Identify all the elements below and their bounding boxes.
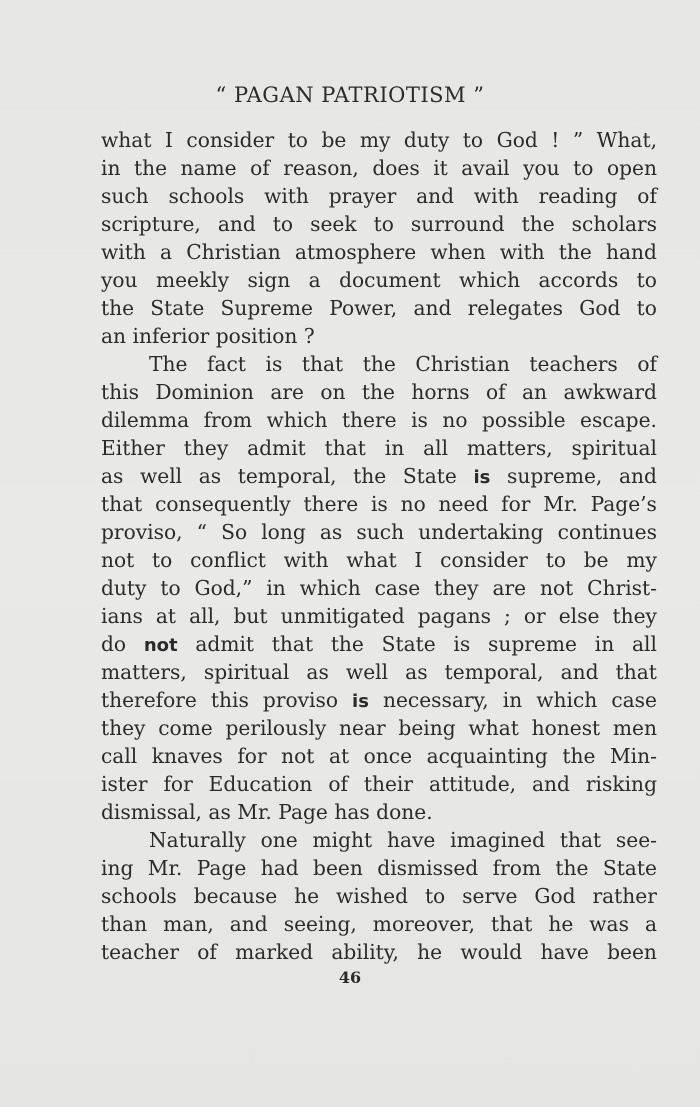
word: a [160,240,173,264]
word: avail [461,156,510,180]
word: to [636,296,657,320]
word: Naturally [149,828,246,852]
word: State [602,856,657,880]
word: Christian [186,240,281,264]
word: is [411,408,428,432]
word: as [208,800,231,824]
word: sign [247,268,291,292]
word: is [473,467,491,488]
text-line [101,462,657,490]
word: God [534,884,576,908]
word: on [320,380,346,404]
word: not [143,635,178,656]
word: with [499,240,545,264]
text-line [101,854,657,882]
word: the [555,856,589,880]
word: temporal, [237,464,337,488]
word: conflict [190,548,266,572]
word: Page [278,800,328,824]
word: they [434,576,479,600]
word: to [272,212,294,236]
word: else [558,604,600,628]
word: not [539,576,574,600]
word: from [203,408,252,432]
word: is [453,632,471,656]
text-line [101,742,657,770]
text-line [101,938,657,966]
word: with [101,240,146,264]
word: be [583,548,609,572]
word: God [496,128,538,152]
word: when [430,240,486,264]
word: State [402,464,457,488]
word: proviso, [101,520,183,544]
word: marked [235,940,314,964]
word: see- [615,828,657,852]
word: Power, [329,296,398,320]
word: serve [462,884,518,908]
word: spiritual [571,436,657,460]
word: The [149,352,188,376]
word: what [468,716,519,740]
word: men [612,716,657,740]
text-line [101,826,657,854]
word: they [183,436,229,460]
word: Page [196,856,247,880]
word: awkward [563,380,657,404]
word: I [164,128,173,152]
word: to [152,548,173,572]
word: consider [186,128,275,152]
word: all [423,436,449,460]
word: done. [376,800,433,824]
word: as [306,660,329,684]
word: horns [411,380,470,404]
word: would [460,940,523,964]
word: schools [101,884,177,908]
word: rather [592,884,657,908]
word: case [374,576,421,600]
word: there [341,408,397,432]
word: Either [101,436,165,460]
word: the [133,156,168,180]
word: of [250,156,270,180]
word: from [492,856,542,880]
word: and [618,464,657,488]
word: it [433,156,448,180]
word: case [611,688,657,712]
word: my [626,548,657,572]
word: their [363,772,414,796]
word: and [413,296,452,320]
word: to [424,884,446,908]
word: than [101,912,148,936]
word: they [101,716,146,740]
word: the [562,744,596,768]
word: name [180,156,237,180]
word: a [308,268,321,292]
word: attitude, [428,772,517,796]
text-line [101,658,657,686]
word: that [301,352,344,376]
word: no [400,492,426,516]
word: supreme, [506,464,603,488]
word: as [198,464,222,488]
word: one [260,828,298,852]
body-text [101,126,657,966]
word: ability, [331,940,399,964]
word: reading [538,184,618,208]
word: matters, [466,436,553,460]
word: supreme [488,632,577,656]
word: that [559,828,602,852]
word: spiritual [203,660,290,684]
word: prayer [328,184,397,208]
word: of [485,380,506,404]
word: but [233,604,268,628]
text-line [101,490,657,518]
word: document [339,268,441,292]
word: come [158,716,213,740]
word: seeing, [283,912,357,936]
word: well [140,464,183,488]
word: wished [336,884,409,908]
text-line [101,686,657,714]
word: that [271,632,314,656]
word: Education [208,772,313,796]
word: I [414,548,423,572]
word: at [328,744,350,768]
word: dismissal, [101,800,202,824]
word: long [261,520,306,544]
word: that [615,660,657,684]
text-line [101,322,657,350]
word: to [462,128,484,152]
word: knaves [151,744,223,768]
word: to [287,128,308,152]
word: all, [189,604,221,628]
text-line [101,350,657,378]
word: that [491,912,533,936]
text-line [101,574,657,602]
word: that [101,492,143,516]
word: the [101,296,135,320]
word: are [270,380,304,404]
word: unmitigated [280,604,405,628]
word: once [363,744,413,768]
word: not [281,744,315,768]
word: which [536,688,598,712]
text-line [101,238,657,266]
word: in [101,156,121,180]
word: been [607,940,657,964]
word: a [644,912,657,936]
word: for [501,492,531,516]
word: and [560,660,599,684]
word: to [636,268,657,292]
word: duty [101,576,147,600]
word: Mr. [237,800,272,824]
word: need [438,492,489,516]
word: was [589,912,629,936]
word: with [473,184,519,208]
word: Mr. [543,492,578,516]
word: do [101,632,127,656]
word: does [372,156,420,180]
word: and [217,212,256,236]
text-line [101,406,657,434]
word: undertaking [418,520,544,544]
text-line [101,910,657,938]
text-line [101,154,657,182]
word: State [150,296,205,320]
text-line [101,182,657,210]
word: reason, [283,156,359,180]
word: pagans [417,604,491,628]
word: an [101,324,127,348]
word: or [523,604,546,628]
word: acquainting [426,744,548,768]
text-line [101,518,657,546]
word: are [492,576,527,600]
word: and [416,184,455,208]
word: no [442,408,468,432]
word: this [101,380,139,404]
word: dismissed [377,856,479,880]
word: imagined [450,828,546,852]
word: in [594,632,615,656]
word: teacher [101,940,179,964]
word: scholars [571,212,657,236]
word: accords [538,268,619,292]
text-line [101,602,657,630]
word: had [260,856,299,880]
word: duty [403,128,450,152]
word: to [545,548,566,572]
word: the [558,240,592,264]
word: near [339,716,386,740]
word: being [398,716,456,740]
word: relegates [467,296,564,320]
word: atmosphere [294,240,417,264]
word: ister [101,772,148,796]
text-line [101,714,657,742]
word: he [548,912,574,936]
word: to [573,156,594,180]
word: the [521,212,555,236]
word: Christ- [587,576,657,600]
word: ” [572,128,584,152]
word: as [319,520,343,544]
word: of [637,184,657,208]
word: schools [168,184,245,208]
word: which [266,408,328,432]
word: he [417,940,443,964]
word: what [346,548,397,572]
word: temporal, [444,660,544,684]
word: for [163,772,193,796]
word: What, [596,128,657,152]
word: for [237,744,267,768]
word: dilemma [101,408,190,432]
word: and [532,772,570,796]
text-line [101,294,657,322]
word: ! [551,128,560,152]
word: teachers [529,352,618,376]
word: to [373,212,394,236]
word: that [324,436,366,460]
word: ? [303,324,315,348]
word: they [612,604,657,628]
word: Christian [415,352,510,376]
word: he [294,884,320,908]
word: this [210,688,249,712]
word: been [313,856,363,880]
word: there [303,492,359,516]
word: such [101,184,149,208]
word: proviso [262,688,338,712]
word: the [362,352,396,376]
word: continues [557,520,657,544]
word: my [359,128,391,152]
word: surround [410,212,505,236]
word: the [361,380,395,404]
word: in [502,688,523,712]
word: all [631,632,657,656]
word: seek [310,212,357,236]
word: consider [440,548,528,572]
word: well [345,660,389,684]
text-line [101,266,657,294]
word: at [155,604,177,628]
word: position [215,324,298,348]
word: and [229,912,268,936]
word: which [459,268,521,292]
word: have [386,828,436,852]
word: escape. [580,408,657,432]
word: “ [196,520,207,544]
word: you [101,268,138,292]
word: with [283,548,329,572]
word: ing [101,856,134,880]
word: because [193,884,278,908]
word: consequently [155,492,291,516]
word: hand [605,240,657,264]
text-line [101,770,657,798]
word: risking [585,772,657,796]
word: in [266,576,286,600]
word: open [606,156,657,180]
word: meekly [155,268,230,292]
word: admit [195,632,255,656]
word: State [381,632,436,656]
word: God,” [194,576,253,600]
word: man, [163,912,214,936]
word: such [356,520,405,544]
word: Min- [609,744,657,768]
text-line [101,546,657,574]
word: necessary, [382,688,489,712]
word: matters, [101,660,187,684]
word: So [221,520,248,544]
word: therefore [101,688,197,712]
word: might [312,828,373,852]
page-number: 46 [338,968,362,987]
word: admit [247,436,306,460]
word: Page’s [590,492,657,516]
word: inferior [132,324,210,348]
text-line [101,882,657,910]
word: to [160,576,181,600]
word: of [637,352,657,376]
word: with [264,184,309,208]
word: call [101,744,138,768]
word: an [522,380,548,404]
word: you [523,156,560,180]
word: has [334,800,370,824]
text-line [101,434,657,462]
word: as [101,464,124,488]
word: in [384,436,405,460]
word: what [101,128,152,152]
word: fact [206,352,246,376]
word: scripture, [101,212,201,236]
word: Supreme [220,296,313,320]
word: Mr. [147,856,183,880]
word: Dominion [155,380,254,404]
word: is [370,492,388,516]
word: moreover, [372,912,476,936]
text-line [101,210,657,238]
text-line [101,798,657,826]
word: the [353,464,387,488]
word: God [579,296,621,320]
word: the [330,632,364,656]
text-line [101,126,657,154]
word: be [321,128,347,152]
word: not [101,548,135,572]
word: is [352,691,369,712]
word: as [405,660,428,684]
word: is [265,352,283,376]
word: have [540,940,589,964]
word: ; [504,604,511,628]
word: honest [531,716,601,740]
word: of [328,772,348,796]
word: perilously [225,716,327,740]
word: of [197,940,217,964]
text-line [101,378,657,406]
word: ians [101,604,143,628]
text-line [101,630,657,658]
running-head: “ PAGAN PATRIOTISM ” [215,83,485,107]
word: which [299,576,361,600]
word: possible [481,408,566,432]
